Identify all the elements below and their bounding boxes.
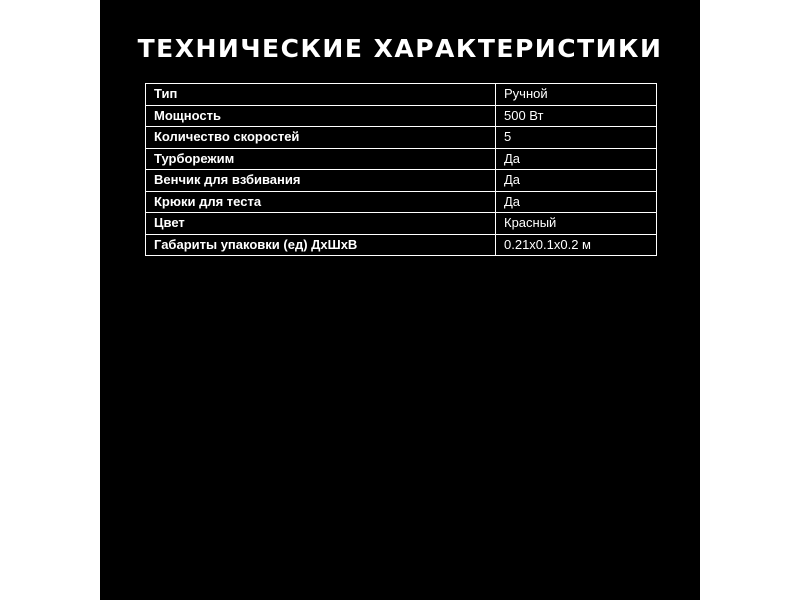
- spec-value: 0.21x0.1x0.2 м: [496, 234, 657, 256]
- table-row: [146, 84, 657, 106]
- spec-sheet: [100, 0, 700, 600]
- table-row: [146, 148, 657, 170]
- spec-value: Ручной: [496, 84, 657, 106]
- spec-value: 5: [496, 127, 657, 149]
- spec-label: Венчик для взбивания: [146, 170, 496, 192]
- spec-value: Да: [496, 148, 657, 170]
- table-row: [146, 105, 657, 127]
- table-row: [146, 234, 657, 256]
- spec-label: Турборежим: [146, 148, 496, 170]
- spec-label: Количество скоростей: [146, 127, 496, 149]
- table-row: [146, 213, 657, 235]
- page-title: ТЕХНИЧЕСКИЕ ХАРАКТЕРИСТИКИ: [137, 34, 663, 63]
- spec-value: Да: [496, 191, 657, 213]
- spec-label: Цвет: [146, 213, 496, 235]
- table-row: [146, 191, 657, 213]
- spec-label: Тип: [146, 84, 496, 106]
- specs-table: [145, 83, 657, 256]
- spec-label: Габариты упаковки (ед) ДхШхВ: [146, 234, 496, 256]
- spec-label: Крюки для теста: [146, 191, 496, 213]
- table-row: [146, 127, 657, 149]
- spec-value: 500 Вт: [496, 105, 657, 127]
- spec-value: Да: [496, 170, 657, 192]
- spec-value: Красный: [496, 213, 657, 235]
- spec-label: Мощность: [146, 105, 496, 127]
- table-row: [146, 170, 657, 192]
